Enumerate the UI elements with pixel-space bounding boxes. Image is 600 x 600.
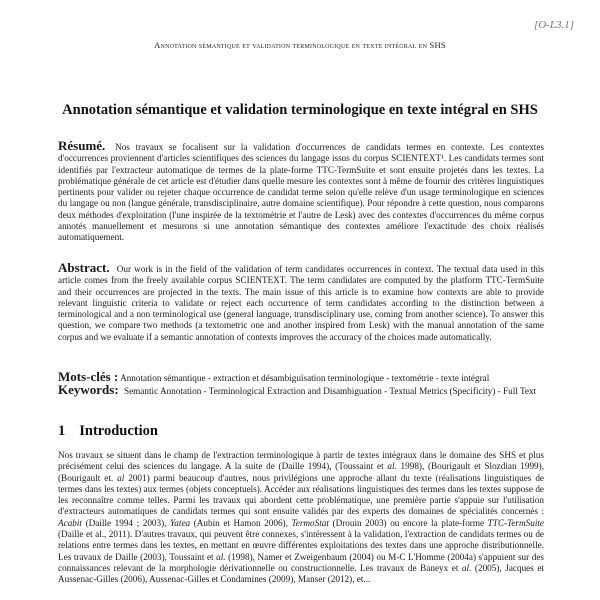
- paper-title: Annotation sémantique et validation terminologique en texte intégral en SHS: [62, 102, 538, 118]
- resume-text: Nos travaux se focalisent sur la validation d'occurrences de candidats termes en contexte. Les contextes d'occurrences proviennent d'articles scientifiques des sciences du langage issus du corpus SCIENTEXT¹. Les candidats termes sont identifiés par l'extracteur automatique de termes de la plate-forme TTC-TermSuite et sont ensuite projetés dans les textes. La problématique générale de cet article est d'étudier dans quelle mesure les contextes sont à même de fournir des critères linguistiques pertinents pour valider ou rejeter chaque occurrence de candidat terme selon qu'elle relève d'un usage terminologique en sciences du langage ou non (langue générale, transdisciplinaire, autre domaine scientifique). Pour répondre à cette question, nous comparons deux méthodes d'exploitation (l'une inspirée de la textométrie et l'autre de Lesk) avec des contextes d'occurrences du même corpus annotés manuellement et mesurons si une annotation sémantique des contextes améliore l'exactitude des choix réalisés automatiquement.: [58, 142, 545, 243]
- page-tag: [O-L3.1]: [533, 19, 574, 31]
- intro-et-al: al: [117, 472, 125, 483]
- running-header: Annotation sémantique et validation terminologique en texte intégral en SHS: [154, 40, 446, 50]
- intro-text: (Drouin 2003) ou encore la plate-forme: [328, 517, 488, 528]
- intro-text: 1998), (Bourigault et Slozdian 1999), (Bourigault et.: [58, 461, 544, 483]
- tool-name-yatea: Yatea: [170, 517, 191, 528]
- tool-name-termostat: TermoStat: [291, 517, 329, 528]
- intro-text: (Daille et al., 2011). D'autres travaux, qui peuvent être connexes, s'intéressent à la validation, l'extraction de candidats termes ou de relations entre termes dans les textes, en mettant en œuvre différentes exploitations des textes dans une approche distributionnelle. Les travaux de Daille (2003), Toussaint et: [58, 529, 544, 562]
- keywords-en-block: [58, 384, 544, 397]
- abstract-text: Our work is in the field of the validation of term candidates occurrences in context. The textual data used in this article comes from the freely available corpus SCIENTEXT. The term candidates are computed by the platform TTC-TermSuite and their occurrences are projected in the texts. The main issue of this article is to examine how contexts are able to provide relevant linguistic criteria to validate or reject each occurrence of term candidates according to the distinction between a terminological and a non terminological use (general language, transdisciplinary use, coming from another science). To answer this question, we compare two methods (a textometric one and another inspired from Lesk) with the manual annotation of the same corpus and we evaluate if a semantic annotation of contexts improves the accuracy of the choices made automatically.: [58, 264, 544, 342]
- intro-text: (Aubin et Hamon 2006),: [190, 517, 292, 528]
- section-heading: [58, 423, 158, 440]
- intro-text: (1998), Namer et Zweigenbaum (2004) ou M-C L'Homme (2004a) s'appuient sur des connaissances relevant de la morphologie dérivationnelle ou constructionnelle. Les travaux de Baneyx et: [58, 551, 544, 573]
- resume-label: Résumé.: [58, 138, 106, 153]
- keywords-fr-text: Annotation sémantique - extraction et désambiguïsation terminologique - textométrie - texte intégral: [120, 373, 490, 383]
- tool-name-acabit: Acabit: [58, 517, 82, 528]
- abstract-block: [58, 262, 544, 343]
- intro-text: Nos travaux se situent dans le champ de l'extraction terminologique à partir de textes intégraux dans le domaine des SHS et plus précisément celui des sciences du langage. A la suite de (Daille 1994), (Toussaint et: [58, 450, 544, 472]
- intro-text: 2001) parmi beaucoup d'autres, nous privilégions une approche allant du texte (réalisations linguistiques de termes dans les textes) aux termes (objets conceptuels). Accéder aux réalisations linguistiques des termes dans les textes suppose de les reconnaître comme telles. Parmi les travaux qui abordent cette problématique, une première partie s'appuie sur l'utilisation d'extracteurs automatiques de candidats termes qui sont ensuite validés par des experts des domaines de spécialités concernés :: [58, 472, 544, 517]
- intro-paragraph: [58, 450, 544, 586]
- tool-name-ttc: TTC-TermSuite: [487, 517, 545, 528]
- intro-text: (2005), Jacques et Aussenac-Gilles (2006), Aussenac-Gilles et Condamines (2009), Manser (2012), et...: [58, 562, 544, 585]
- keywords-en-text: Semantic Annotation - Terminological Extraction and Disambiguation - Textual Metrics (Specificity) - Full Text: [123, 386, 537, 396]
- keywords-fr-block: [58, 370, 544, 385]
- intro-et-al: al.: [216, 551, 226, 562]
- intro-et-al: al.: [461, 562, 472, 573]
- section-number: 1: [58, 423, 66, 439]
- keywords-en-label: Keywords:: [58, 382, 119, 397]
- resume-block: [58, 140, 544, 244]
- abstract-label: Abstract.: [58, 260, 110, 275]
- intro-text: (Daille 1994 ; 2003),: [81, 517, 171, 528]
- keywords-fr-label: Mots-clés :: [58, 369, 119, 384]
- section-title: Introduction: [79, 423, 158, 439]
- intro-et-al: al.: [387, 461, 397, 472]
